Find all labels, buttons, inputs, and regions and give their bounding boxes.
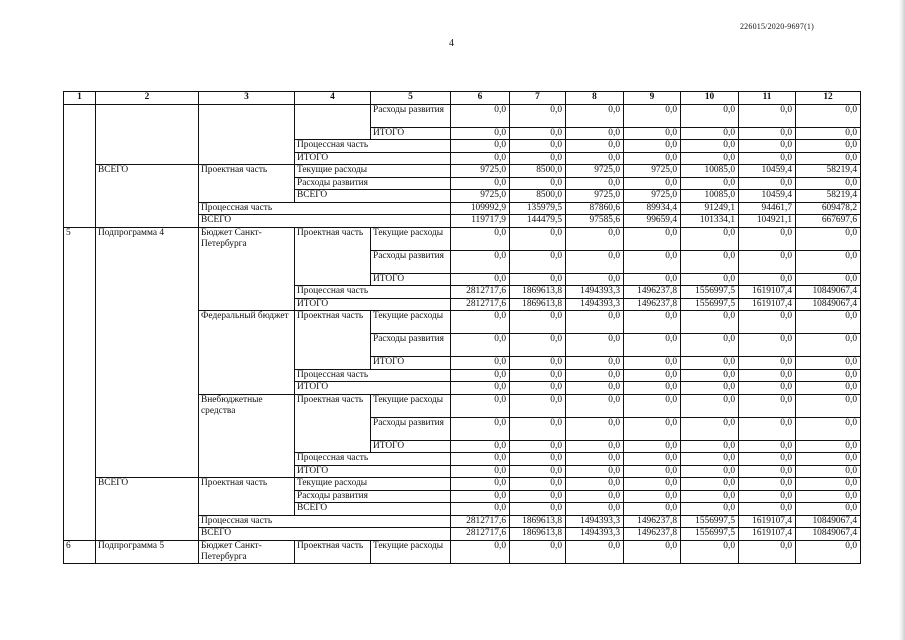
value-cell: 0,0: [451, 503, 510, 516]
expense-type-cell: Расходы развития: [371, 250, 451, 273]
row-number-cell: [64, 104, 96, 227]
value-cell: 109992,9: [451, 202, 510, 215]
value-cell: 0,0: [739, 490, 796, 503]
expense-type-cell: Текущие расходы: [371, 540, 451, 563]
value-cell: 0,0: [624, 227, 681, 250]
value-cell: 0,0: [796, 311, 861, 334]
value-cell: 0,0: [739, 152, 796, 165]
value-cell: 10849067,4: [796, 298, 861, 311]
value-cell: 0,0: [739, 417, 796, 440]
value-cell: 9725,0: [566, 165, 624, 178]
header-cell: 7: [510, 92, 566, 105]
value-cell: 0,0: [681, 334, 739, 357]
value-cell: 91249,1: [681, 202, 739, 215]
value-cell: 0,0: [510, 104, 566, 127]
value-cell: 0,0: [796, 334, 861, 357]
part-cell: Проектная часть: [295, 227, 371, 286]
source-cell: Процессная часть: [199, 202, 451, 215]
value-cell: 0,0: [739, 453, 796, 466]
value-cell: 0,0: [566, 311, 624, 334]
value-cell: 1556997,5: [681, 515, 739, 528]
header-cell: 11: [739, 92, 796, 105]
part-cell: Процессная часть: [295, 369, 451, 382]
value-cell: 0,0: [566, 453, 624, 466]
value-cell: 1496237,8: [624, 298, 681, 311]
expense-type-cell: ИТОГО: [371, 273, 451, 286]
value-cell: 0,0: [681, 273, 739, 286]
value-cell: 0,0: [451, 227, 510, 250]
value-cell: 0,0: [566, 382, 624, 395]
value-cell: 0,0: [510, 177, 566, 190]
value-cell: 0,0: [681, 250, 739, 273]
value-cell: 0,0: [796, 503, 861, 516]
header-cell: 6: [451, 92, 510, 105]
subprogram-cell: ВСЕГО: [96, 165, 199, 228]
part-cell: ИТОГО: [295, 298, 451, 311]
value-cell: 0,0: [624, 104, 681, 127]
value-cell: 0,0: [624, 177, 681, 190]
value-cell: 0,0: [451, 440, 510, 453]
value-cell: 0,0: [796, 490, 861, 503]
value-cell: 0,0: [681, 540, 739, 563]
source-cell: Бюджет Санкт-Петербурга: [199, 540, 295, 563]
header-cell: 5: [371, 92, 451, 105]
document-number: 226015/2020-9697(1): [739, 22, 814, 31]
value-cell: 1496237,8: [624, 515, 681, 528]
value-cell: 10849067,4: [796, 286, 861, 299]
part-cell: Процессная часть: [295, 453, 451, 466]
value-cell: 1494393,3: [566, 515, 624, 528]
header-row: [64, 92, 861, 105]
part-cell: Текущие расходы: [295, 478, 451, 491]
value-cell: 0,0: [566, 440, 624, 453]
value-cell: 0,0: [451, 478, 510, 491]
value-cell: 0,0: [566, 369, 624, 382]
value-cell: 0,0: [681, 227, 739, 250]
part-cell: ИТОГО: [295, 382, 451, 395]
value-cell: 667697,6: [796, 215, 861, 228]
expense-type-cell: Текущие расходы: [371, 227, 451, 250]
value-cell: 0,0: [681, 127, 739, 140]
value-cell: 9725,0: [451, 165, 510, 178]
value-cell: 0,0: [510, 227, 566, 250]
value-cell: 0,0: [624, 478, 681, 491]
value-cell: 0,0: [566, 478, 624, 491]
table-row: [64, 478, 861, 491]
value-cell: 0,0: [510, 540, 566, 563]
value-cell: 0,0: [624, 540, 681, 563]
value-cell: 89934,4: [624, 202, 681, 215]
value-cell: 2812717,6: [451, 298, 510, 311]
value-cell: 0,0: [451, 490, 510, 503]
value-cell: 10849067,4: [796, 528, 861, 541]
value-cell: 0,0: [624, 394, 681, 417]
value-cell: 0,0: [510, 503, 566, 516]
value-cell: 0,0: [624, 453, 681, 466]
value-cell: 0,0: [566, 465, 624, 478]
value-cell: 0,0: [451, 250, 510, 273]
value-cell: 0,0: [739, 104, 796, 127]
value-cell: 0,0: [681, 394, 739, 417]
value-cell: 0,0: [451, 127, 510, 140]
value-cell: 0,0: [451, 540, 510, 563]
value-cell: 2812717,6: [451, 515, 510, 528]
header-cell: 2: [96, 92, 199, 105]
budget-table: [63, 91, 861, 564]
value-cell: 1494393,3: [566, 298, 624, 311]
value-cell: 0,0: [681, 417, 739, 440]
value-cell: 0,0: [739, 394, 796, 417]
value-cell: 1869613,8: [510, 286, 566, 299]
value-cell: 10459,4: [739, 165, 796, 178]
value-cell: 0,0: [451, 465, 510, 478]
value-cell: 1556997,5: [681, 528, 739, 541]
value-cell: 1619107,4: [739, 286, 796, 299]
value-cell: 0,0: [624, 503, 681, 516]
value-cell: 58219,4: [796, 190, 861, 203]
value-cell: 97585,6: [566, 215, 624, 228]
value-cell: 87860,6: [566, 202, 624, 215]
value-cell: 0,0: [739, 127, 796, 140]
value-cell: 0,0: [624, 490, 681, 503]
value-cell: 0,0: [681, 453, 739, 466]
value-cell: 0,0: [510, 140, 566, 153]
value-cell: 0,0: [624, 273, 681, 286]
value-cell: 0,0: [451, 140, 510, 153]
value-cell: 1619107,4: [739, 528, 796, 541]
value-cell: 0,0: [681, 369, 739, 382]
value-cell: 0,0: [796, 540, 861, 563]
value-cell: 1494393,3: [566, 528, 624, 541]
table-row: [64, 104, 861, 127]
value-cell: 0,0: [566, 357, 624, 370]
value-cell: 0,0: [681, 140, 739, 153]
value-cell: 0,0: [624, 417, 681, 440]
value-cell: 609478,2: [796, 202, 861, 215]
value-cell: 0,0: [681, 465, 739, 478]
value-cell: 0,0: [566, 503, 624, 516]
value-cell: 0,0: [624, 465, 681, 478]
header-cell: 3: [199, 92, 295, 105]
page-number: 4: [449, 38, 454, 49]
value-cell: 0,0: [510, 453, 566, 466]
value-cell: 0,0: [739, 357, 796, 370]
value-cell: 0,0: [681, 382, 739, 395]
value-cell: 1869613,8: [510, 298, 566, 311]
part-cell: Проектная часть: [295, 394, 371, 453]
header-cell: 1: [64, 92, 96, 105]
expense-type-cell: ИТОГО: [371, 357, 451, 370]
value-cell: 0,0: [566, 273, 624, 286]
part-cell: ИТОГО: [295, 152, 451, 165]
value-cell: 10459,4: [739, 190, 796, 203]
value-cell: 0,0: [451, 104, 510, 127]
value-cell: 0,0: [566, 104, 624, 127]
value-cell: 0,0: [624, 152, 681, 165]
value-cell: 104921,1: [739, 215, 796, 228]
value-cell: 101334,1: [681, 215, 739, 228]
value-cell: 0,0: [739, 227, 796, 250]
value-cell: 0,0: [681, 478, 739, 491]
value-cell: 10085,0: [681, 190, 739, 203]
subprogram-cell: [96, 104, 199, 165]
value-cell: 0,0: [796, 227, 861, 250]
source-cell: [199, 104, 295, 165]
value-cell: 0,0: [739, 478, 796, 491]
value-cell: 0,0: [624, 369, 681, 382]
value-cell: 0,0: [624, 334, 681, 357]
value-cell: 1496237,8: [624, 528, 681, 541]
value-cell: 10849067,4: [796, 515, 861, 528]
part-cell: Расходы развития: [295, 177, 451, 190]
value-cell: 0,0: [510, 394, 566, 417]
value-cell: 0,0: [451, 152, 510, 165]
value-cell: 0,0: [681, 357, 739, 370]
expense-type-cell: Расходы развития: [371, 104, 451, 127]
part-cell: Проектная часть: [295, 311, 371, 370]
value-cell: 0,0: [796, 369, 861, 382]
value-cell: 0,0: [566, 490, 624, 503]
value-cell: 0,0: [566, 152, 624, 165]
source-cell: ВСЕГО: [199, 215, 451, 228]
value-cell: 0,0: [796, 417, 861, 440]
value-cell: 0,0: [681, 503, 739, 516]
expense-type-cell: Расходы развития: [371, 334, 451, 357]
value-cell: 0,0: [681, 440, 739, 453]
value-cell: 0,0: [739, 311, 796, 334]
value-cell: 0,0: [624, 127, 681, 140]
subprogram-cell: Подпрограмма 4: [96, 227, 199, 478]
value-cell: 0,0: [510, 334, 566, 357]
part-cell: ВСЕГО: [295, 190, 451, 203]
value-cell: 0,0: [796, 273, 861, 286]
value-cell: 0,0: [566, 417, 624, 440]
value-cell: 0,0: [681, 104, 739, 127]
value-cell: 8500,0: [510, 165, 566, 178]
value-cell: 0,0: [566, 540, 624, 563]
value-cell: 0,0: [566, 177, 624, 190]
value-cell: 9725,0: [624, 190, 681, 203]
value-cell: 0,0: [739, 273, 796, 286]
value-cell: 0,0: [566, 250, 624, 273]
value-cell: 0,0: [796, 140, 861, 153]
value-cell: 0,0: [739, 503, 796, 516]
expense-type-cell: Текущие расходы: [371, 311, 451, 334]
part-cell: Проектная часть: [295, 540, 371, 563]
part-cell: ВСЕГО: [295, 503, 451, 516]
scan-edge-shadow: [899, 0, 905, 640]
value-cell: 0,0: [796, 357, 861, 370]
value-cell: 0,0: [451, 273, 510, 286]
part-cell: Расходы развития: [295, 490, 451, 503]
value-cell: 1496237,8: [624, 286, 681, 299]
value-cell: 9725,0: [451, 190, 510, 203]
value-cell: 0,0: [624, 140, 681, 153]
value-cell: 0,0: [566, 127, 624, 140]
value-cell: 0,0: [624, 311, 681, 334]
value-cell: 0,0: [796, 394, 861, 417]
value-cell: 0,0: [739, 334, 796, 357]
value-cell: 0,0: [739, 440, 796, 453]
value-cell: 10085,0: [681, 165, 739, 178]
value-cell: 0,0: [510, 357, 566, 370]
value-cell: 0,0: [451, 311, 510, 334]
value-cell: 0,0: [451, 334, 510, 357]
header-cell: 10: [681, 92, 739, 105]
expense-type-cell: ИТОГО: [371, 440, 451, 453]
value-cell: 0,0: [739, 140, 796, 153]
value-cell: 1619107,4: [739, 298, 796, 311]
table-row: [64, 227, 861, 250]
source-cell: Бюджет Санкт-Петербурга: [199, 227, 295, 311]
value-cell: 0,0: [566, 334, 624, 357]
value-cell: 0,0: [796, 152, 861, 165]
table-row: [64, 540, 861, 563]
value-cell: 0,0: [739, 540, 796, 563]
row-number-cell: 5: [64, 227, 96, 540]
value-cell: 0,0: [451, 394, 510, 417]
value-cell: 0,0: [739, 250, 796, 273]
row-number-cell: 6: [64, 540, 96, 563]
source-cell: Проектная часть: [199, 165, 295, 203]
value-cell: 119717,9: [451, 215, 510, 228]
value-cell: 2812717,6: [451, 528, 510, 541]
value-cell: 0,0: [510, 127, 566, 140]
value-cell: 99659,4: [624, 215, 681, 228]
part-cell: [295, 104, 371, 140]
value-cell: 0,0: [510, 478, 566, 491]
value-cell: 0,0: [451, 369, 510, 382]
value-cell: 0,0: [451, 417, 510, 440]
value-cell: 0,0: [566, 227, 624, 250]
value-cell: 0,0: [796, 127, 861, 140]
value-cell: 0,0: [681, 177, 739, 190]
value-cell: 0,0: [510, 152, 566, 165]
value-cell: 0,0: [451, 177, 510, 190]
header-cell: 4: [295, 92, 371, 105]
value-cell: 0,0: [796, 465, 861, 478]
value-cell: 9725,0: [566, 190, 624, 203]
value-cell: 0,0: [796, 478, 861, 491]
value-cell: 0,0: [681, 490, 739, 503]
value-cell: 0,0: [739, 465, 796, 478]
header-cell: 12: [796, 92, 861, 105]
value-cell: 0,0: [796, 440, 861, 453]
value-cell: 0,0: [510, 369, 566, 382]
value-cell: 1869613,8: [510, 528, 566, 541]
value-cell: 1619107,4: [739, 515, 796, 528]
source-cell: ВСЕГО: [199, 528, 451, 541]
value-cell: 1869613,8: [510, 515, 566, 528]
value-cell: 0,0: [451, 453, 510, 466]
value-cell: 0,0: [624, 440, 681, 453]
part-cell: Процессная часть: [295, 140, 451, 153]
value-cell: 1494393,3: [566, 286, 624, 299]
value-cell: 0,0: [510, 465, 566, 478]
value-cell: 0,0: [796, 104, 861, 127]
value-cell: 0,0: [566, 140, 624, 153]
source-cell: Федеральный бюджет: [199, 311, 295, 395]
value-cell: 0,0: [796, 250, 861, 273]
source-cell: Внебюджетные средства: [199, 394, 295, 478]
source-cell: Процессная часть: [199, 515, 451, 528]
value-cell: 0,0: [566, 394, 624, 417]
value-cell: 144479,5: [510, 215, 566, 228]
value-cell: 0,0: [510, 311, 566, 334]
value-cell: 8500,0: [510, 190, 566, 203]
header-cell: 8: [566, 92, 624, 105]
value-cell: 0,0: [451, 382, 510, 395]
value-cell: 0,0: [510, 417, 566, 440]
value-cell: 0,0: [510, 490, 566, 503]
value-cell: 0,0: [796, 453, 861, 466]
value-cell: 0,0: [510, 440, 566, 453]
value-cell: 0,0: [451, 357, 510, 370]
value-cell: 0,0: [510, 273, 566, 286]
value-cell: 0,0: [681, 152, 739, 165]
source-cell: Проектная часть: [199, 478, 295, 516]
value-cell: 0,0: [739, 382, 796, 395]
value-cell: 0,0: [796, 177, 861, 190]
value-cell: 1556997,5: [681, 286, 739, 299]
expense-type-cell: ИТОГО: [371, 127, 451, 140]
value-cell: 0,0: [624, 250, 681, 273]
part-cell: Процессная часть: [295, 286, 451, 299]
part-cell: ИТОГО: [295, 465, 451, 478]
subprogram-cell: Подпрограмма 5: [96, 540, 199, 563]
value-cell: 1556997,5: [681, 298, 739, 311]
value-cell: 0,0: [624, 357, 681, 370]
value-cell: 58219,4: [796, 165, 861, 178]
value-cell: 94461,7: [739, 202, 796, 215]
header-cell: 9: [624, 92, 681, 105]
value-cell: 9725,0: [624, 165, 681, 178]
table-row: [64, 165, 861, 178]
part-cell: Текущие расходы: [295, 165, 451, 178]
value-cell: 0,0: [739, 369, 796, 382]
subprogram-cell: ВСЕГО: [96, 478, 199, 541]
value-cell: 0,0: [796, 382, 861, 395]
value-cell: 0,0: [510, 250, 566, 273]
value-cell: 2812717,6: [451, 286, 510, 299]
value-cell: 0,0: [624, 382, 681, 395]
expense-type-cell: Расходы развития: [371, 417, 451, 440]
value-cell: 135979,5: [510, 202, 566, 215]
expense-type-cell: Текущие расходы: [371, 394, 451, 417]
value-cell: 0,0: [681, 311, 739, 334]
value-cell: 0,0: [739, 177, 796, 190]
value-cell: 0,0: [510, 382, 566, 395]
